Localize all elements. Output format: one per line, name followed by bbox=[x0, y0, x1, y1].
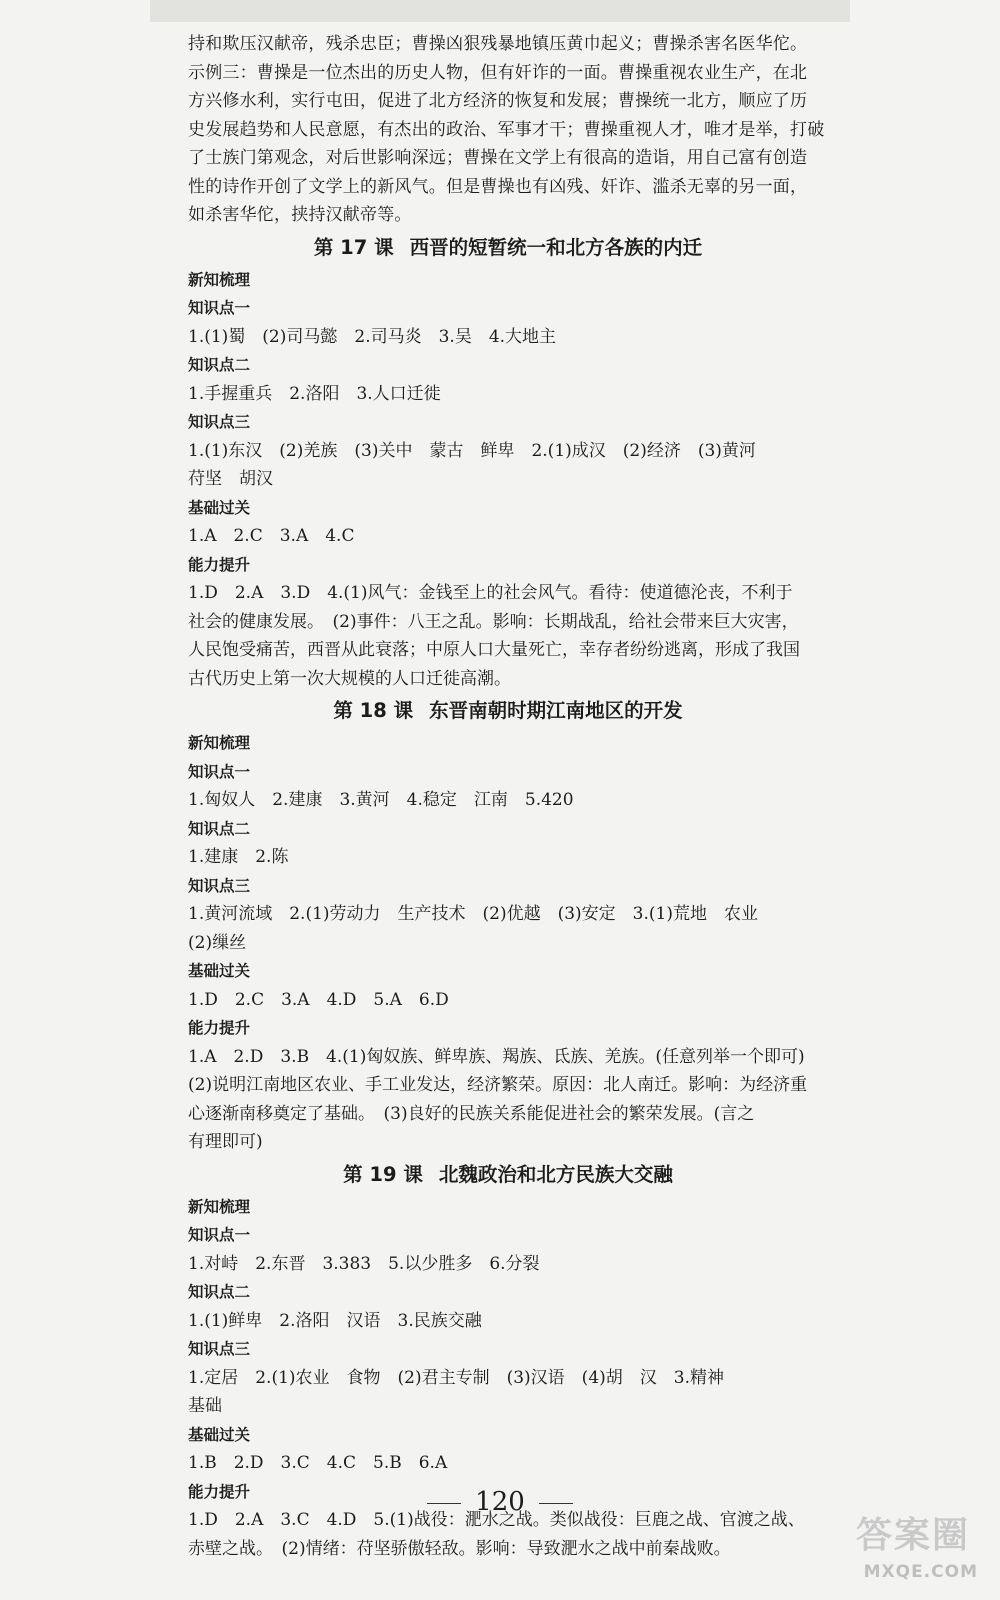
answer-line: (2)缫丝 bbox=[188, 932, 247, 953]
answer-line: 1.D 2.A 3.D 4.(1)风气：金钱至上的社会风气。看待：使道德沦丧，不利于 bbox=[188, 583, 793, 603]
answer-line: 1.匈奴人 2.建康 3.黄河 4.稳定 江南 5.420 bbox=[188, 790, 574, 810]
intro-line: 了士族门第观念，对后世影响深远；曹操在文学上有很高的造诣，用自己富有创造 bbox=[188, 148, 808, 168]
answer-line: 苻坚 胡汉 bbox=[188, 469, 273, 489]
intro-line: 示例三：曹操是一位杰出的历史人物，但有奸诈的一面。曹操重视农业生产，在北 bbox=[188, 62, 808, 83]
section-label: 能力提升 bbox=[188, 1019, 251, 1037]
answer-line: 1.A 2.C 3.A 4.C bbox=[188, 526, 355, 546]
page-number-dash-right bbox=[539, 1503, 573, 1504]
answer-line: 社会的健康发展。 (2)事件：八王之乱。影响：长期战乱，给社会带来巨大灾害， bbox=[188, 611, 799, 632]
answer-line: 1.(1)鲜卑 2.洛阳 汉语 3.民族交融 bbox=[188, 1310, 482, 1331]
section-label: 知识点一 bbox=[188, 762, 251, 781]
lesson-block bbox=[188, 233, 828, 694]
section-label: 基础过关 bbox=[188, 962, 251, 980]
answer-content bbox=[188, 30, 828, 1563]
answer-line: 1.建康 2.陈 bbox=[188, 847, 289, 867]
answer-line: 1.对峙 2.东晋 3.383 5.以少胜多 6.分裂 bbox=[188, 1253, 540, 1274]
section-label: 知识点二 bbox=[188, 356, 251, 374]
answer-line: 1.定居 2.(1)农业 食物 (2)君主专制 (3)汉语 (4)胡 汉 3.精神 bbox=[188, 1367, 724, 1388]
scan-shadow bbox=[150, 0, 850, 22]
answer-line: 1.D 2.A 3.C 4.D 5.(1)战役：淝水之战。类似战役：巨鹿之战、官渡之战、 bbox=[188, 1510, 805, 1530]
answer-line: 古代历史上第一次大规模的人口迁徙高潮。 bbox=[188, 668, 511, 689]
answer-line: 赤壁之战。 (2)情绪：苻坚骄傲轻敌。影响：导致淝水之战中前秦战败。 bbox=[188, 1538, 731, 1559]
intro-paragraph bbox=[188, 30, 828, 230]
lesson-title bbox=[188, 1160, 828, 1190]
intro-line: 如杀害华佗，挟持汉献帝等。 bbox=[188, 205, 412, 225]
answer-line: 心逐渐南移奠定了基础。 (3)良好的民族关系能促进社会的繁荣发展。(言之 bbox=[188, 1103, 755, 1124]
lessons-container bbox=[188, 233, 828, 1564]
section-label: 能力提升 bbox=[188, 1482, 251, 1501]
watermark-site: MXQE.COM bbox=[863, 1562, 978, 1582]
section-label: 知识点三 bbox=[188, 876, 251, 895]
answer-line: 1.(1)东汉 (2)羌族 (3)关中 蒙古 鲜卑 2.(1)成汉 (2)经济 (3)黄河 bbox=[188, 440, 756, 461]
section-label: 知识点一 bbox=[188, 1226, 251, 1244]
section-label: 新知梳理 bbox=[188, 1197, 251, 1216]
section-label: 知识点二 bbox=[188, 1283, 251, 1301]
section-label: 能力提升 bbox=[188, 555, 251, 574]
page-number bbox=[0, 1487, 1000, 1517]
page-number-value: 120 bbox=[475, 1487, 525, 1517]
intro-line: 史发展趋势和人民意愿，有杰出的政治、军事才干；曹操重视人才，唯才是举，打破 bbox=[188, 119, 825, 140]
section-label: 新知梳理 bbox=[188, 270, 251, 289]
lesson-title bbox=[188, 233, 828, 263]
answer-line: 1.(1)蜀 (2)司马懿 2.司马炎 3.吴 4.大地主 bbox=[188, 326, 557, 347]
section-label: 知识点二 bbox=[188, 819, 251, 838]
lesson-number: 第 18 课 bbox=[333, 699, 414, 722]
lesson-block bbox=[188, 696, 828, 1157]
answer-line: 有理即可) bbox=[188, 1132, 263, 1152]
answer-line: 人民饱受痛苦，西晋从此衰落；中原人口大量死亡，幸存者纷纷逃离，形成了我国 bbox=[188, 640, 800, 660]
intro-line: 持和欺压汉献帝，残杀忠臣；曹操凶狠残暴地镇压黄巾起义；曹操杀害名医华佗。 bbox=[188, 34, 808, 54]
answer-line: (2)说明江南地区农业、手工业发达，经济繁荣。原因：北人南迁。影响：为经济重 bbox=[188, 1075, 808, 1095]
intro-line: 性的诗作开创了文学上的新风气。但是曹操也有凶残、奸诈、滥杀无辜的另一面， bbox=[188, 176, 808, 197]
section-label: 基础过关 bbox=[188, 498, 251, 517]
lesson-title-text: 西晋的短暂统一和北方各族的内迁 bbox=[409, 235, 703, 259]
answer-line: 1.B 2.D 3.C 4.C 5.B 6.A bbox=[188, 1453, 448, 1473]
answer-line: 1.A 2.D 3.B 4.(1)匈奴族、鲜卑族、羯族、氐族、羌族。(任意列举一个即可) bbox=[188, 1046, 805, 1067]
lesson-title bbox=[188, 696, 828, 726]
intro-line: 方兴修水利，实行屯田，促进了北方经济的恢复和发展；曹操统一北方，顺应了历 bbox=[188, 91, 808, 111]
answer-line: 1.黄河流域 2.(1)劳动力 生产技术 (2)优越 (3)安定 3.(1)荒地 农业 bbox=[188, 904, 758, 924]
section-label: 基础过关 bbox=[188, 1425, 251, 1444]
lesson-number: 第 19 课 bbox=[343, 1162, 423, 1186]
answer-line: 1.D 2.C 3.A 4.D 5.A 6.D bbox=[188, 989, 449, 1010]
section-label: 知识点三 bbox=[188, 413, 251, 431]
section-label: 知识点一 bbox=[188, 299, 251, 317]
lesson-title-text: 东晋南朝时期江南地区的开发 bbox=[429, 699, 683, 722]
answer-line: 基础 bbox=[188, 1396, 222, 1416]
watermark-logo-text: 答案圈 bbox=[855, 1515, 970, 1556]
answer-line: 1.手握重兵 2.洛阳 3.人口迁徙 bbox=[188, 383, 441, 404]
lesson-title-text: 北魏政治和北方民族大交融 bbox=[438, 1162, 673, 1186]
section-label: 新知梳理 bbox=[188, 734, 251, 752]
lesson-number: 第 17 课 bbox=[313, 235, 394, 259]
section-label: 知识点三 bbox=[188, 1340, 251, 1358]
page-number-dash-left bbox=[427, 1503, 461, 1504]
